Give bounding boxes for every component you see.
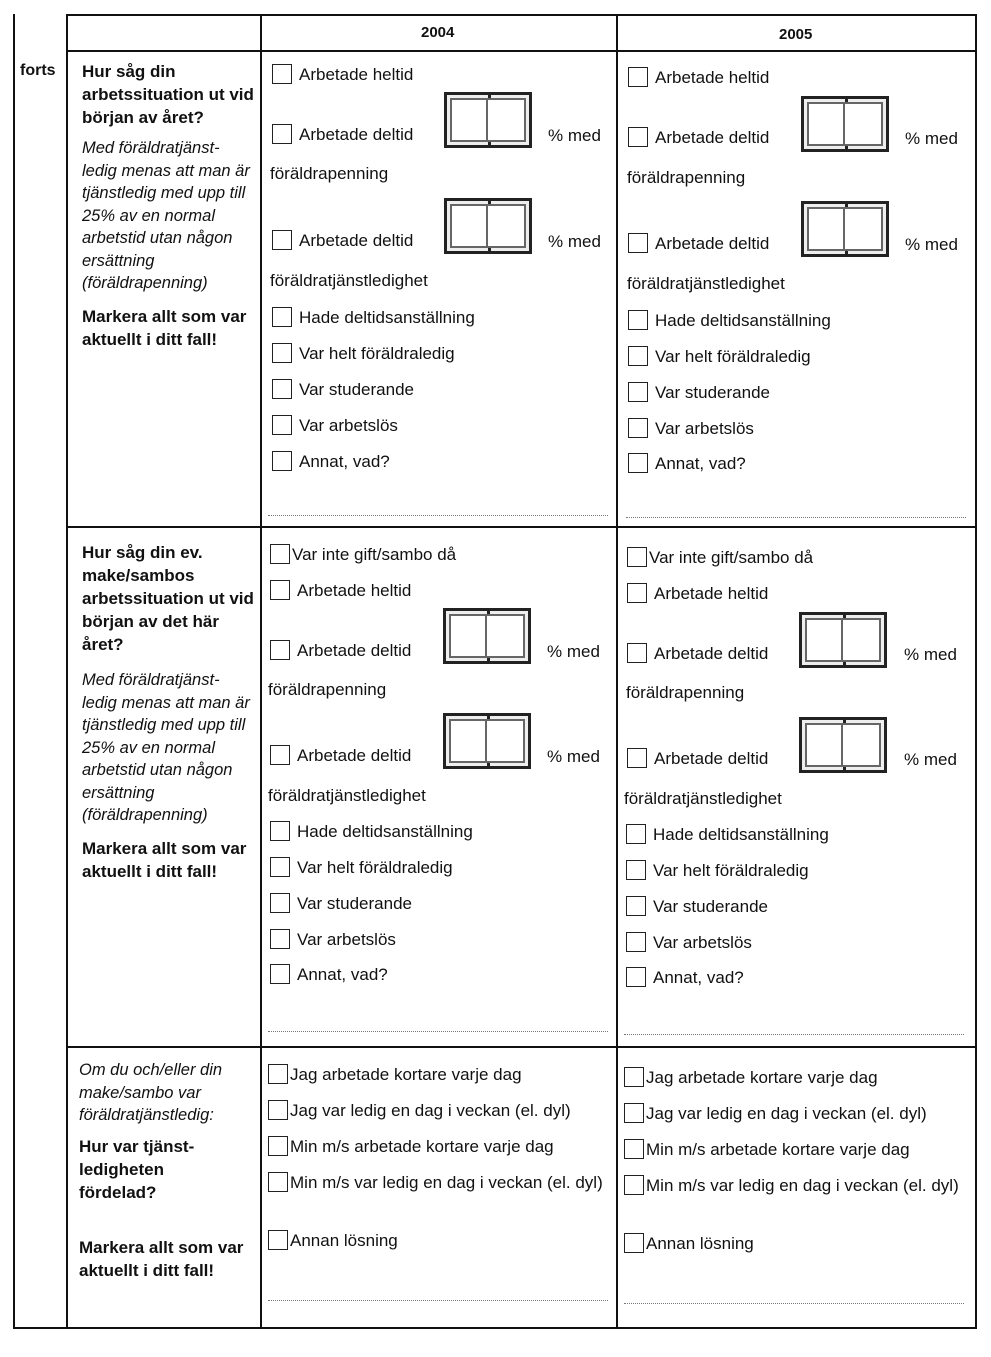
- checkbox[interactable]: [268, 1100, 288, 1120]
- s2-2005-opt-deltidsanst[interactable]: [626, 824, 829, 845]
- s3-2005-opt-annan[interactable]: [624, 1233, 754, 1254]
- checkbox[interactable]: [268, 1172, 288, 1192]
- s2-2004-percent-field-2[interactable]: [443, 713, 531, 769]
- s1-2004-continuation-ftl: föräldratjänstledighet: [270, 271, 428, 290]
- option-label: Arbetade deltid: [299, 231, 414, 250]
- s2-2005-opt-studerande[interactable]: [626, 896, 768, 917]
- checkbox[interactable]: [270, 745, 290, 765]
- option-label: Arbetade deltid: [297, 641, 412, 660]
- s1-2005-opt-deltid-fp[interactable]: [628, 127, 769, 148]
- section3-question: [79, 1059, 257, 1282]
- s1-2005-opt-annat[interactable]: [628, 453, 746, 474]
- checkbox[interactable]: [268, 1064, 288, 1084]
- option-label: Arbetade deltid: [655, 128, 770, 147]
- option-label: Var studerande: [299, 380, 414, 399]
- checkbox[interactable]: [624, 1233, 644, 1253]
- s1-2004-percent-suffix-1: % med: [548, 126, 601, 145]
- s2-2005-percent-field-2[interactable]: [799, 717, 887, 773]
- checkbox[interactable]: [270, 580, 290, 600]
- option-label: Var arbetslös: [653, 933, 752, 952]
- option-label: Arbetade deltid: [299, 125, 414, 144]
- side-label: forts: [20, 62, 56, 79]
- option-label: Var studerande: [653, 897, 768, 916]
- s2-2004-opt-heltid[interactable]: [270, 580, 411, 601]
- s2-2004-continuation-fp: föräldrapenning: [268, 680, 387, 699]
- digit-box[interactable]: [843, 102, 883, 146]
- checkbox[interactable]: [272, 124, 292, 144]
- checkbox[interactable]: [272, 307, 292, 327]
- table-border-year-col: [616, 14, 618, 1329]
- checkbox[interactable]: [270, 857, 290, 877]
- s1-2004-annat-line[interactable]: [268, 515, 608, 516]
- checkbox[interactable]: [268, 1230, 288, 1250]
- checkbox[interactable]: [627, 643, 647, 663]
- option-label: Min m/s arbetade kortare varje dag: [290, 1137, 554, 1156]
- s2-2005-continuation-ftl: föräldratjänstledighet: [624, 789, 782, 808]
- s1-2005-continuation-ftl: föräldratjänstledighet: [627, 274, 785, 293]
- digit-box[interactable]: [485, 719, 525, 763]
- checkbox[interactable]: [624, 1175, 644, 1195]
- digit-box[interactable]: [807, 207, 847, 251]
- option-label: Jag var ledig en dag i veckan (el. dyl): [290, 1101, 571, 1120]
- s1-2004-opt-arbetslos[interactable]: [272, 415, 398, 436]
- s1-2005-continuation-fp: föräldrapenning: [627, 168, 746, 187]
- option-label: Arbetade heltid: [654, 584, 769, 603]
- s1-2005-annat-line[interactable]: [626, 517, 966, 518]
- s2-2004-opt-deltid-fp[interactable]: [270, 640, 411, 661]
- table-border-right: [975, 14, 977, 1329]
- checkbox[interactable]: [272, 230, 292, 250]
- s1-2005-percent-field-2[interactable]: [801, 201, 889, 257]
- s2-2004-opt-inte-gift[interactable]: [270, 544, 456, 565]
- checkbox[interactable]: [626, 932, 646, 952]
- option-label: Var inte gift/sambo då: [649, 548, 814, 567]
- s2-2005-opt-arbetslos[interactable]: [626, 932, 752, 953]
- checkbox[interactable]: [628, 453, 648, 473]
- checkbox[interactable]: [624, 1103, 644, 1123]
- checkbox[interactable]: [628, 233, 648, 253]
- checkbox[interactable]: [624, 1139, 644, 1159]
- checkbox[interactable]: [272, 64, 292, 84]
- option-label: Hade deltidsanställning: [655, 311, 831, 330]
- s2-2005-continuation-fp: föräldrapenning: [626, 683, 745, 702]
- digit-box[interactable]: [807, 102, 847, 146]
- digit-box[interactable]: [450, 204, 490, 248]
- option-label: Var helt föräldraledig: [297, 858, 453, 877]
- s2-2005-opt-annat[interactable]: [626, 967, 744, 988]
- digit-box[interactable]: [841, 723, 881, 767]
- table-border-left-outer: [13, 14, 15, 1329]
- table-border-question-col: [260, 14, 262, 1329]
- checkbox[interactable]: [270, 893, 290, 913]
- s1-2004-percent-field-1[interactable]: [444, 92, 532, 148]
- s3-2005-opt-ledig-dag[interactable]: [624, 1103, 927, 1124]
- section3-question-text: Hur var tjänst-ledigheten fördelad?: [79, 1136, 195, 1202]
- checkbox[interactable]: [272, 451, 292, 471]
- s3-2005-opt-kortare[interactable]: [624, 1067, 878, 1088]
- checkbox[interactable]: [270, 821, 290, 841]
- checkbox[interactable]: [268, 1136, 288, 1156]
- option-label: Var inte gift/sambo då: [292, 545, 457, 564]
- checkbox[interactable]: [272, 379, 292, 399]
- s1-2004-percent-field-2[interactable]: [444, 198, 532, 254]
- s2-2004-opt-foraldraledig[interactable]: [270, 857, 453, 878]
- checkbox[interactable]: [626, 824, 646, 844]
- option-label: Jag var ledig en dag i veckan (el. dyl): [646, 1104, 927, 1123]
- checkbox[interactable]: [627, 748, 647, 768]
- option-label: Annat, vad?: [299, 452, 390, 471]
- section1-question: [82, 60, 257, 351]
- s2-2004-percent-field-1[interactable]: [443, 608, 531, 664]
- section3-note: Om du och/eller din make/sambo var föräldratjänstledig:: [79, 1061, 223, 1124]
- s3-2005-opt-ms-ledig-dag[interactable]: [624, 1175, 969, 1197]
- option-label: Annan lösning: [646, 1234, 754, 1253]
- option-label: Var arbetslös: [655, 419, 754, 438]
- option-label: Annan lösning: [290, 1231, 398, 1250]
- section1-instruction: Markera allt som var aktuellt i ditt fall!: [82, 306, 247, 349]
- s1-2004-opt-deltid-fp[interactable]: [272, 124, 413, 145]
- s1-2005-opt-arbetslos[interactable]: [628, 418, 754, 439]
- s1-2004-opt-annat[interactable]: [272, 451, 390, 472]
- option-label: Hade deltidsanställning: [297, 822, 473, 841]
- digit-box[interactable]: [486, 204, 526, 248]
- option-label: Jag arbetade kortare varje dag: [646, 1068, 878, 1087]
- s3-2004-opt-annan[interactable]: [268, 1230, 398, 1251]
- section2-note: Med föräldratjänst-ledig menas att man är tjänstledig med upp till 25% av en normal arbetstid utan någon ersättning (föräldrapenning): [82, 671, 250, 824]
- s2-2005-percent-suffix-1: % med: [904, 645, 957, 664]
- digit-box[interactable]: [805, 723, 845, 767]
- s2-2004-opt-deltidsanst[interactable]: [270, 821, 473, 842]
- checkbox[interactable]: [627, 583, 647, 603]
- s2-2004-opt-annat[interactable]: [270, 964, 388, 985]
- section3-instruction: Markera allt som var aktuellt i ditt fall!: [79, 1237, 244, 1280]
- section2-question-text: Hur såg din ev. make/sambos arbetssituation ut vid början av det här året?: [82, 543, 254, 654]
- s1-2004-opt-heltid[interactable]: [272, 64, 413, 85]
- checkbox[interactable]: [270, 929, 290, 949]
- s3-2004-annan-line[interactable]: [268, 1300, 608, 1301]
- table-border-left: [66, 14, 68, 1329]
- s3-2004-opt-ledig-dag[interactable]: [268, 1100, 571, 1121]
- option-label: Arbetade deltid: [654, 749, 769, 768]
- option-label: Min m/s arbetade kortare varje dag: [646, 1140, 910, 1159]
- digit-box[interactable]: [843, 207, 883, 251]
- section2-question: [82, 541, 257, 883]
- s2-2005-opt-foraldraledig[interactable]: [626, 860, 809, 881]
- s3-2005-opt-ms-kortare[interactable]: [624, 1139, 910, 1160]
- checkbox[interactable]: [270, 640, 290, 660]
- section1-note: Med föräldratjänst-ledig menas att man är tjänstledig med upp till 25% av en normal arbetstid utan någon ersättning (föräldrapenning): [82, 139, 250, 292]
- digit-box[interactable]: [841, 618, 881, 662]
- column-header-2005: 2005: [779, 26, 813, 43]
- s2-2004-continuation-ftl: föräldratjänstledighet: [268, 786, 426, 805]
- option-label: Var arbetslös: [297, 930, 396, 949]
- table-border-section-2: [68, 1046, 977, 1048]
- s2-2004-percent-suffix-2: % med: [547, 747, 600, 766]
- option-label: Arbetade heltid: [297, 581, 412, 600]
- s1-2005-opt-deltidsanst[interactable]: [628, 310, 831, 331]
- s2-2004-annat-line[interactable]: [268, 1031, 608, 1032]
- digit-box[interactable]: [485, 614, 525, 658]
- s1-2005-opt-foraldraledig[interactable]: [628, 346, 811, 367]
- option-label: Hade deltidsanställning: [299, 308, 475, 327]
- s2-2004-opt-arbetslos[interactable]: [270, 929, 396, 950]
- option-label: Arbetade deltid: [654, 644, 769, 663]
- checkbox[interactable]: [626, 896, 646, 916]
- digit-box[interactable]: [805, 618, 845, 662]
- table-border-top: [68, 14, 977, 16]
- s2-2005-opt-deltid-fp[interactable]: [627, 643, 768, 664]
- option-label: Arbetade heltid: [655, 68, 770, 87]
- s3-2004-opt-kortare[interactable]: [268, 1064, 522, 1085]
- checkbox[interactable]: [626, 967, 646, 987]
- s1-2004-percent-suffix-2: % med: [548, 232, 601, 251]
- checkbox[interactable]: [628, 310, 648, 330]
- s1-2005-percent-field-1[interactable]: [801, 96, 889, 152]
- checkbox[interactable]: [272, 343, 292, 363]
- digit-box[interactable]: [449, 614, 489, 658]
- digit-box[interactable]: [450, 98, 490, 142]
- checkbox[interactable]: [272, 415, 292, 435]
- s2-2005-percent-field-1[interactable]: [799, 612, 887, 668]
- checkbox[interactable]: [628, 346, 648, 366]
- s1-2005-percent-suffix-2: % med: [905, 235, 958, 254]
- option-label: Var studerande: [297, 894, 412, 913]
- column-header-2004: 2004: [421, 24, 455, 41]
- s2-2005-percent-suffix-2: % med: [904, 750, 957, 769]
- option-label: Hade deltidsanställning: [653, 825, 829, 844]
- option-label: Arbetade deltid: [297, 746, 412, 765]
- option-label: Min m/s var ledig en dag i veckan (el. dyl): [646, 1176, 959, 1195]
- option-label: Arbetade heltid: [299, 65, 414, 84]
- option-label: Var helt föräldraledig: [655, 347, 811, 366]
- option-label: Annat, vad?: [655, 454, 746, 473]
- s2-2004-opt-deltid-ftl[interactable]: [270, 745, 411, 766]
- checkbox[interactable]: [627, 547, 647, 567]
- option-label: Var arbetslös: [299, 416, 398, 435]
- s1-2004-opt-foraldraledig[interactable]: [272, 343, 455, 364]
- digit-box[interactable]: [486, 98, 526, 142]
- option-label: Var helt föräldraledig: [299, 344, 455, 363]
- s2-2005-annat-line[interactable]: [624, 1034, 964, 1035]
- s3-2005-annan-line[interactable]: [624, 1303, 964, 1304]
- s1-2004-opt-deltid-ftl[interactable]: [272, 230, 413, 251]
- option-label: Jag arbetade kortare varje dag: [290, 1065, 522, 1084]
- checkbox[interactable]: [628, 418, 648, 438]
- section1-question-text: Hur såg din arbetssituation ut vid början av året?: [82, 62, 254, 127]
- checkbox[interactable]: [624, 1067, 644, 1087]
- table-border-section-1: [68, 526, 977, 528]
- s3-2004-opt-ms-kortare[interactable]: [268, 1136, 554, 1157]
- option-label: Arbetade deltid: [655, 234, 770, 253]
- checkbox[interactable]: [270, 544, 290, 564]
- s1-2005-opt-deltid-ftl[interactable]: [628, 233, 769, 254]
- option-label: Annat, vad?: [653, 968, 744, 987]
- s1-2004-opt-studerande[interactable]: [272, 379, 414, 400]
- s2-2005-opt-heltid[interactable]: [627, 583, 768, 604]
- s3-2004-opt-ms-ledig-dag[interactable]: [268, 1172, 613, 1194]
- s2-2005-opt-deltid-ftl[interactable]: [627, 748, 768, 769]
- option-label: Var helt föräldraledig: [653, 861, 809, 880]
- s1-2005-opt-heltid[interactable]: [628, 67, 769, 88]
- option-label: Annat, vad?: [297, 965, 388, 984]
- digit-box[interactable]: [449, 719, 489, 763]
- s1-2004-continuation-fp: föräldrapenning: [270, 164, 389, 183]
- checkbox[interactable]: [628, 67, 648, 87]
- checkbox[interactable]: [628, 382, 648, 402]
- s1-2005-opt-studerande[interactable]: [628, 382, 770, 403]
- s2-2004-percent-suffix-1: % med: [547, 642, 600, 661]
- section2-instruction: Markera allt som var aktuellt i ditt fall!: [82, 838, 247, 881]
- table-border-header: [68, 50, 977, 52]
- table-border-bottom: [13, 1327, 977, 1329]
- s2-2004-opt-studerande[interactable]: [270, 893, 412, 914]
- checkbox[interactable]: [270, 964, 290, 984]
- s1-2005-percent-suffix-1: % med: [905, 129, 958, 148]
- option-label: Var studerande: [655, 383, 770, 402]
- s2-2005-opt-inte-gift[interactable]: [627, 547, 813, 568]
- checkbox[interactable]: [626, 860, 646, 880]
- checkbox[interactable]: [628, 127, 648, 147]
- option-label: Min m/s var ledig en dag i veckan (el. dyl): [290, 1173, 603, 1192]
- s1-2004-opt-deltidsanst[interactable]: [272, 307, 475, 328]
